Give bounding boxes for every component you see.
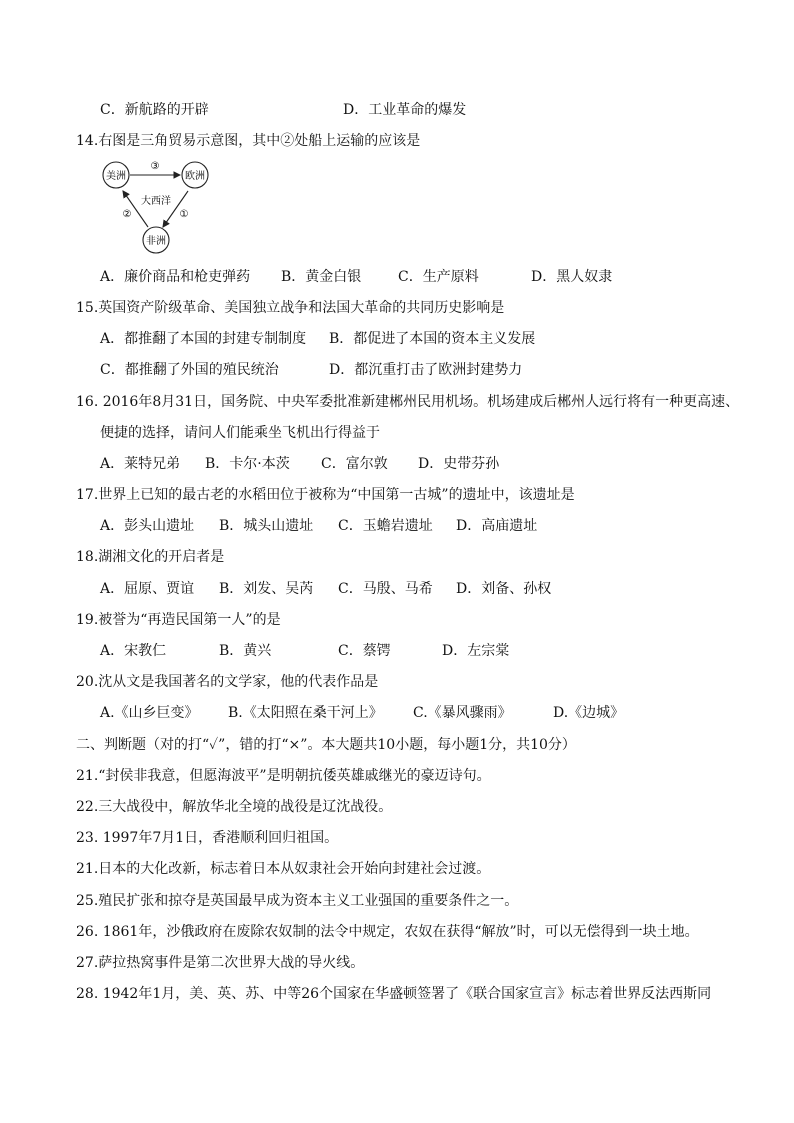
triangle-trade-diagram: [98, 157, 218, 257]
q18-option-b: B．刘发、吴芮: [219, 581, 314, 597]
q17-option-b: B．城头山遗址: [219, 518, 314, 534]
route-1-label: ①: [179, 209, 189, 220]
q14-option-d: D．黑人奴隶: [531, 269, 613, 285]
node-africa-label: 非洲: [146, 236, 166, 247]
q19-option-d: D．左宗棠: [442, 643, 510, 659]
tf-item: 26. 1861年，沙俄政府在废除农奴制的法令中规定，农奴在获得“解放”时，可以无偿得到一块土地。: [76, 924, 699, 940]
tf-item: 21.日本的大化改新，标志着日本从奴隶社会开始向封建社会过渡。: [76, 861, 491, 877]
q15-option-c: C．都推翻了外国的殖民统治: [100, 362, 279, 378]
q19-option-a: A．宋教仁: [100, 643, 167, 659]
q15-option-a: A．都推翻了本国的封建专制制度: [100, 331, 307, 347]
q16-option-a: A．莱特兄弟: [100, 456, 181, 472]
q18-option-d: D．刘备、孙权: [456, 581, 552, 597]
q14-stem: 14.右图是三角贸易示意图，其中②处船上运输的应该是: [76, 133, 421, 149]
q18-stem: 18.湖湘文化的开启者是: [76, 549, 225, 565]
q20-option-d: D.《边城》: [553, 705, 625, 721]
q15-stem: 15.英国资产阶级革命、美国独立战争和法国大革命的共同历史影响是: [76, 300, 505, 316]
tf-item: 25.殖民扩张和掠夺是英国最早成为资本主义工业强国的重要条件之一。: [76, 893, 519, 909]
q16-option-c: C．富尔敦: [321, 456, 388, 472]
route-3-label: ③: [150, 161, 160, 172]
q20-stem: 20.沈从文是我国著名的文学家，他的代表作品是: [76, 674, 379, 690]
q14-option-b: B．黄金白银: [281, 269, 362, 285]
q14-option-c: C．生产原料: [398, 269, 479, 285]
q17-option-a: A．彭头山遗址: [100, 518, 195, 534]
node-america-label: 美洲: [106, 171, 126, 182]
q16-stem-line2: 便捷的选择，请问人们能乘坐飞机出行得益于: [100, 425, 380, 441]
q16-option-b: B．卡尔·本茨: [205, 456, 290, 472]
q18-option-a: A．屈原、贾谊: [100, 581, 195, 597]
q19-option-c: C．蔡锷: [338, 643, 391, 659]
node-europe-label: 欧洲: [185, 171, 205, 182]
q20-option-b: B.《太阳照在桑干河上》: [228, 705, 383, 721]
q18-option-c: C．马殷、马希: [338, 581, 433, 597]
tf-item: 28. 1942年1月，美、英、苏、中等26个国家在华盛顿签署了《联合国家宣言》标志着世界反法西斯同: [76, 986, 712, 1002]
q15-option-b: B．都促进了本国的资本主义发展: [329, 331, 536, 347]
q17-stem: 17.世界上已知的最古老的水稻田位于被称为“中国第一古城”的遗址中，该遗址是: [76, 487, 575, 503]
q17-option-d: D．高庙遗址: [456, 518, 538, 534]
section2-heading: 二、判断题（对的打“✓”，错的打“×”。本大题共10小题，每小题1分，共10分）: [76, 737, 576, 753]
ocean-label: 大西洋: [141, 196, 171, 207]
q20-option-a: A.《山乡巨变》: [100, 705, 199, 721]
q20-option-c: C.《暴风骤雨》: [413, 705, 512, 721]
q14-option-a: A．廉价商品和枪吏弹药: [100, 269, 251, 285]
q16-stem-line1: 16. 2016年8月31日，国务院、中央军委批准新建郴州民用机场。机场建成后郴州人远行将有一种更高速、: [76, 394, 740, 410]
q13-option-c: C．新航路的开辟: [100, 102, 209, 118]
q16-option-d: D．史带芬孙: [418, 456, 500, 472]
q15-option-d: D．都沉重打击了欧洲封建势力: [329, 362, 523, 378]
q19-stem: 19.被誉为“再造民国第一人”的是: [76, 612, 281, 628]
tf-item: 27.萨拉热窝事件是第二次世界大战的导火线。: [76, 955, 365, 971]
tf-item: 21.“封侯非我意，但愿海波平”是明朝抗倭英雄戚继光的豪迈诗句。: [76, 768, 491, 784]
route-2-label: ②: [122, 209, 132, 220]
q13-option-d: D．工业革命的爆发: [343, 102, 467, 118]
tf-item: 23. 1997年7月1日，香港顺利回归祖国。: [76, 830, 339, 846]
tf-item: 22.三大战役中，解放华北全境的战役是辽沈战役。: [76, 799, 393, 815]
q19-option-b: B．黄兴: [219, 643, 272, 659]
q17-option-c: C．玉蟾岩遗址: [338, 518, 433, 534]
